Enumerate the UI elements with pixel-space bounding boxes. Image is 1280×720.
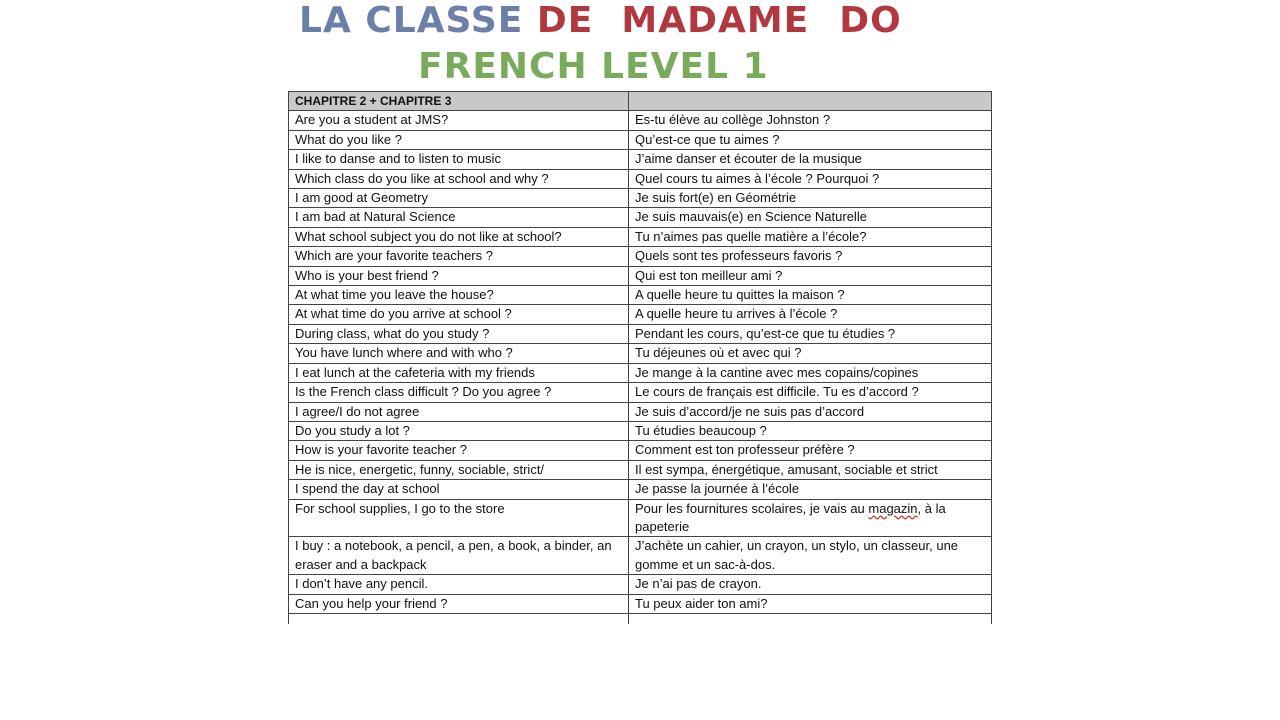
english-cell: I like to danse and to listen to music [289, 150, 629, 169]
table-row [289, 480, 992, 499]
vocabulary-table [288, 91, 992, 624]
french-cell: Pendant les cours, qu’est-ce que tu étudies ? [629, 324, 992, 343]
table-row [289, 189, 992, 208]
french-cell: Tu peux aider ton ami? [629, 594, 992, 613]
french-cell: Je suis fort(e) en Géométrie [629, 189, 992, 208]
french-cell: Tu déjeunes où et avec qui ? [629, 344, 992, 363]
french-cell: J’achète un cahier, un crayon, un stylo, un classeur, une gomme et un sac-à-dos. [629, 537, 992, 575]
french-cell: Je suis mauvais(e) en Science Naturelle [629, 208, 992, 227]
header-cell-empty [629, 92, 992, 111]
english-cell: Do you study a lot ? [289, 421, 629, 440]
english-cell: Who is your best friend ? [289, 266, 629, 285]
french-cell: Il est sympa, énergétique, amusant, sociable et strict [629, 460, 992, 479]
french-cell [629, 499, 992, 537]
english-cell: How is your favorite teacher ? [289, 441, 629, 460]
english-cell: Which class do you like at school and why ? [289, 169, 629, 188]
french-cell: Es-tu élève au collège Johnston ? [629, 111, 992, 130]
french-cell: Comment est ton professeur préfère ? [629, 441, 992, 460]
french-cell: Tu n’aimes pas quelle matière a l’école? [629, 227, 992, 246]
table-row [289, 150, 992, 169]
table-row [289, 305, 992, 324]
english-cell: For school supplies, I go to the store [289, 499, 629, 537]
table-row-empty [289, 613, 992, 624]
french-cell: Tu étudies beaucoup ? [629, 421, 992, 440]
table-row [289, 460, 992, 479]
title-part-la-classe: LA CLASSE [299, 0, 537, 41]
french-cell: Je passe la journée à l’école [629, 480, 992, 499]
french-cell: Le cours de français est difficile. Tu es d’accord ? [629, 383, 992, 402]
french-cell: Qui est ton meilleur ami ? [629, 266, 992, 285]
english-cell: You have lunch where and with who ? [289, 344, 629, 363]
english-cell: Is the French class difficult ? Do you agree ? [289, 383, 629, 402]
table-row [289, 363, 992, 382]
french-cell: Je mange à la cantine avec mes copains/copines [629, 363, 992, 382]
title-part-de: DE [536, 0, 594, 41]
english-cell: I am good at Geometry [289, 189, 629, 208]
table-row [289, 441, 992, 460]
table-row [289, 130, 992, 149]
table-row [289, 208, 992, 227]
table-row [289, 324, 992, 343]
table-row [289, 227, 992, 246]
french-cell: Quel cours tu aimes à l’école ? Pourquoi ? [629, 169, 992, 188]
french-cell: Je n’ai pas de crayon. [629, 575, 992, 594]
title-line-2: FRENCH LEVEL 1 [418, 46, 769, 87]
table-row [289, 383, 992, 402]
english-cell: I buy : a notebook, a pencil, a pen, a book, a binder, an eraser and a backpack [289, 537, 629, 575]
english-cell: I eat lunch at the cafeteria with my friends [289, 363, 629, 382]
french-cell: A quelle heure tu arrives à l’école ? [629, 305, 992, 324]
english-cell: Are you a student at JMS? [289, 111, 629, 130]
table-row [289, 402, 992, 421]
french-text-end: , à la papeterie [635, 500, 946, 534]
header-cell-chapters: CHAPITRE 2 + CHAPITRE 3 [289, 92, 629, 111]
english-cell: What school subject you do not like at school? [289, 227, 629, 246]
english-cell: During class, what do you study ? [289, 324, 629, 343]
english-cell: I spend the day at school [289, 480, 629, 499]
french-text-start: Pour les fournitures scolaires, je vais au [635, 500, 869, 516]
french-cell: Je suis d’accord/je ne suis pas d’accord [629, 402, 992, 421]
english-cell: I agree/I do not agree [289, 402, 629, 421]
title-part-madame: MADAME [621, 0, 810, 41]
english-cell: At what time do you arrive at school ? [289, 305, 629, 324]
table-row [289, 111, 992, 130]
english-cell: I am bad at Natural Science [289, 208, 629, 227]
table-header-row [289, 92, 992, 111]
french-cell: Quels sont tes professeurs favoris ? [629, 247, 992, 266]
table-row [289, 266, 992, 285]
french-cell: A quelle heure tu quittes la maison ? [629, 286, 992, 305]
english-cell: At what time you leave the house? [289, 286, 629, 305]
english-cell: Can you help your friend ? [289, 594, 629, 613]
table-row [289, 499, 992, 537]
title-part-do: DO [839, 0, 902, 41]
title-line-1 [299, 0, 902, 42]
table-row [289, 247, 992, 266]
english-cell: What do you like ? [289, 130, 629, 149]
table-row [289, 344, 992, 363]
table-row [289, 594, 992, 613]
table-row [289, 421, 992, 440]
empty-cell [289, 613, 629, 624]
english-cell: Which are your favorite teachers ? [289, 247, 629, 266]
table-row [289, 169, 992, 188]
french-cell: J’aime danser et écouter de la musique [629, 150, 992, 169]
english-cell: I don’t have any pencil. [289, 575, 629, 594]
table-row [289, 537, 992, 575]
empty-cell [629, 613, 992, 624]
english-cell: He is nice, energetic, funny, sociable, strict/ [289, 460, 629, 479]
french-cell: Qu’est-ce que tu aimes ? [629, 130, 992, 149]
table-row [289, 575, 992, 594]
spellcheck-flagged-word: magazin [868, 500, 918, 516]
table-row [289, 286, 992, 305]
